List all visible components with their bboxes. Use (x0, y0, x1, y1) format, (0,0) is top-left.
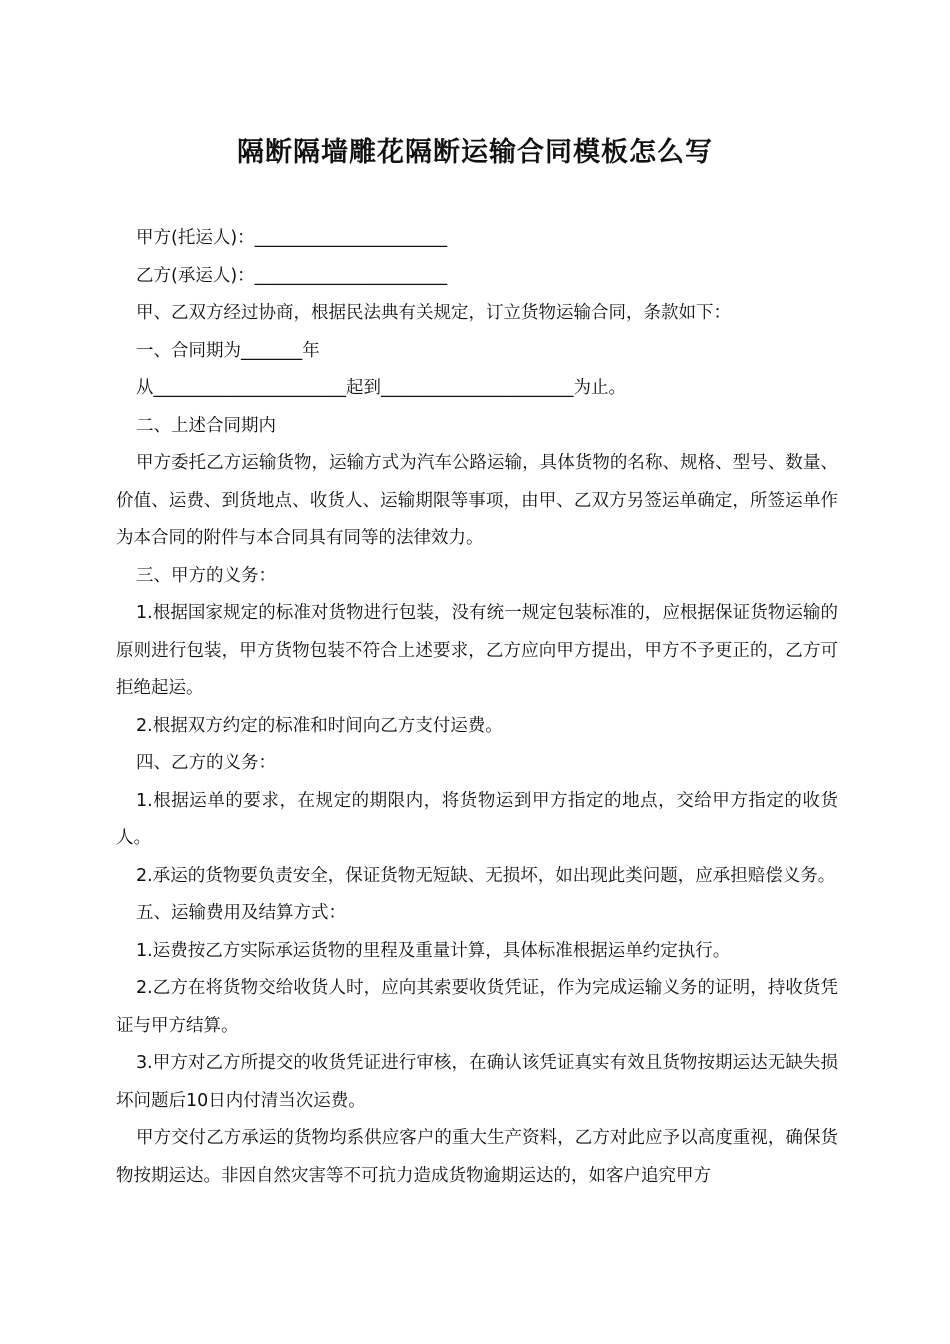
section-5-heading: 五、运输费用及结算方式： (136, 903, 346, 923)
delivery-paragraph: 甲方交付乙方承运的货物均系供应客户的重大生产资料，乙方对此应予以高度重视，确保货物按期运达。非因自然灾害等不可抗力造成货物逾期运达的，如客户追究甲方 (116, 1128, 838, 1186)
document-body (116, 220, 838, 1195)
section-4-item-2: 2.承运的货物要负责安全，保证货物无短缺、无损坏，如出现此类问题，应承担赔偿义务。 (136, 865, 836, 886)
contract-period-line: 从______________________起到______________________为止。 (136, 378, 626, 398)
party-b-line: 乙方(承运人)：______________________ (136, 265, 448, 286)
section-3-item-1: 1.根据国家规定的标准对货物进行包装，没有统一规定包装标准的，应根据保证货物运输的原则进行包装，甲方货物包装不符合上述要求，乙方应向甲方提出，甲方不予更正的，乙方可拒绝起运。 (116, 603, 838, 698)
preamble-paragraph: 甲、乙双方经过协商，根据民法典有关规定，订立货物运输合同，条款如下： (136, 303, 731, 323)
section-2-heading: 二、上述合同期内 (136, 415, 276, 436)
section-5-item-1: 1.运费按乙方实际承运货物的里程及重量计算，具体标准根据运单约定执行。 (136, 940, 731, 961)
section-3-item-2: 2.根据双方约定的标准和时间向乙方支付运费。 (136, 715, 503, 736)
section-3-heading: 三、甲方的义务： (136, 565, 276, 586)
section-4-heading: 四、乙方的义务： (136, 753, 276, 773)
section-5-item-3: 3.甲方对乙方所提交的收货凭证进行审核，在确认该凭证真实有效且货物按期运达无缺失损坏问题后10日内付清当次运费。 (116, 1053, 838, 1111)
document-title: 隔断隔墙雕花隔断运输合同模板怎么写 (237, 137, 713, 168)
section-5-item-2: 2.乙方在将货物交给收货人时，应向其索要收货凭证，作为完成运输义务的证明，持收货凭证与甲方结算。 (116, 978, 838, 1036)
party-a-line: 甲方(托运人)：______________________ (136, 228, 448, 248)
section-4-item-1: 1.根据运单的要求，在规定的期限内，将货物运到甲方指定的地点，交给甲方指定的收货人。 (116, 790, 838, 848)
section-1-heading: 一、合同期为_______年 (136, 340, 320, 361)
section-2-paragraph: 甲方委托乙方运输货物，运输方式为汽车公路运输，具体货物的名称、规格、型号、数量、价值、运费、到货地点、收货人、运输期限等事项，由甲、乙双方另签运单确定，所签运单作为本合同的附件与本合同具有同等的法律效力。 (116, 453, 838, 548)
